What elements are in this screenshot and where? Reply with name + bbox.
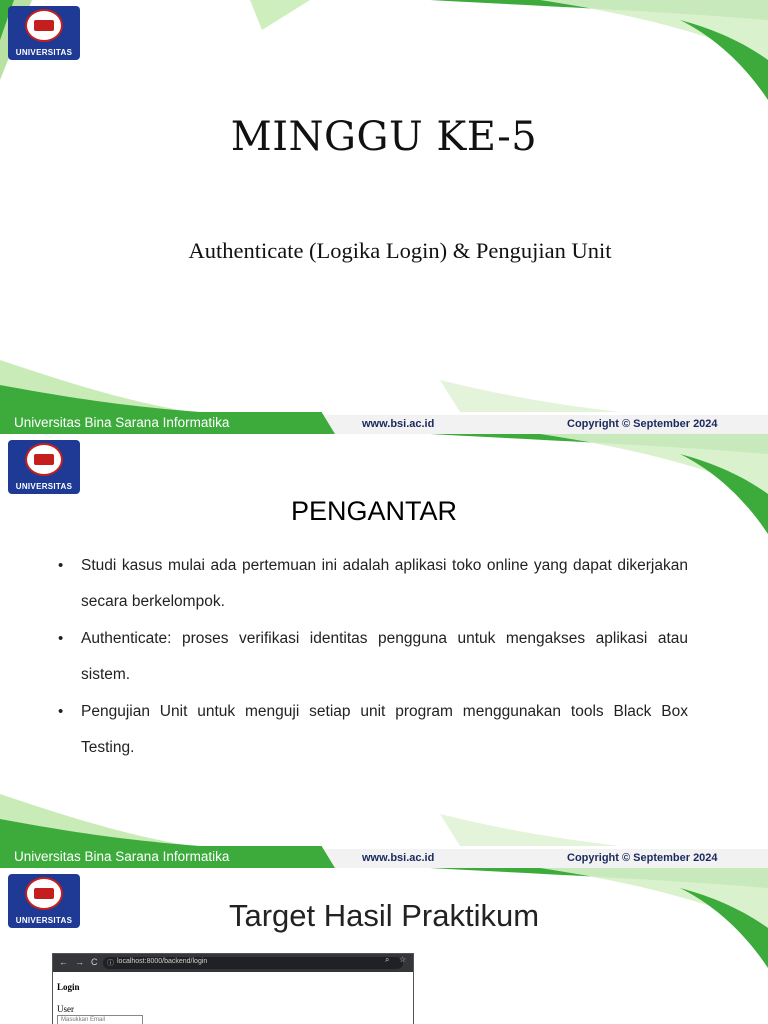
footer-bar [0, 412, 768, 434]
footer-university-name: Universitas Bina Sarana Informatika [14, 415, 230, 430]
footer-university-name: Universitas Bina Sarana Informatika [14, 849, 230, 864]
slide-heading: PENGANTAR [290, 496, 458, 526]
back-arrow-icon[interactable]: ← [59, 957, 68, 967]
bullet-item: • Pengujian Unit untuk menguji setiap unit program menggunakan tools Black Box Testing. [58, 694, 688, 766]
bookmark-star-icon[interactable]: ☆ [399, 955, 407, 964]
user-field-label: User [57, 1004, 74, 1014]
slide-title-heading: MINGGU KE-5 [230, 114, 538, 160]
footer-copyright: Copyright © September 2024 [567, 852, 718, 864]
logo-text: UNIVERSITAS [15, 48, 73, 57]
forward-arrow-icon[interactable]: → [75, 957, 84, 967]
browser-toolbar [53, 954, 413, 972]
site-info-icon[interactable]: ⓘ [107, 960, 114, 967]
slide-pengantar [0, 434, 768, 868]
seal-icon [25, 9, 63, 42]
logo-text: UNIVERSITAS [15, 916, 73, 925]
seal-icon [25, 443, 63, 476]
zoom-icon[interactable]: ⌕ [385, 955, 390, 964]
login-page-title: Login [57, 982, 80, 992]
slide-target-praktikum [0, 868, 768, 1024]
email-field[interactable]: Masukkan Email [57, 1015, 143, 1024]
green-swoosh-decoration [0, 0, 768, 434]
bullet-item: • Authenticate: proses verifikasi identitas pengguna untuk mengakses aplikasi atau sistem. [58, 621, 688, 693]
university-logo [8, 440, 80, 494]
browser-screenshot [52, 953, 414, 1024]
slide-title [0, 0, 768, 434]
bullet-item: • Studi kasus mulai ada pertemuan ini adalah aplikasi toko online yang dapat dikerjakan secara berkelompok. [58, 548, 688, 620]
address-url: localhost:8000/backend/login [117, 958, 208, 965]
footer-bar [0, 846, 768, 868]
footer-website: www.bsi.ac.id [362, 852, 435, 864]
logo-text: UNIVERSITAS [15, 482, 73, 491]
slide-heading: Target Hasil Praktikum [228, 898, 540, 933]
university-logo [8, 6, 80, 60]
reload-icon[interactable]: C [91, 957, 98, 967]
footer-website: www.bsi.ac.id [362, 418, 435, 430]
bullet-list [58, 548, 688, 767]
slide-subtitle: Authenticate (Logika Login) & Pengujian Unit [188, 238, 612, 263]
footer-copyright: Copyright © September 2024 [567, 418, 718, 430]
address-bar[interactable] [103, 957, 403, 969]
